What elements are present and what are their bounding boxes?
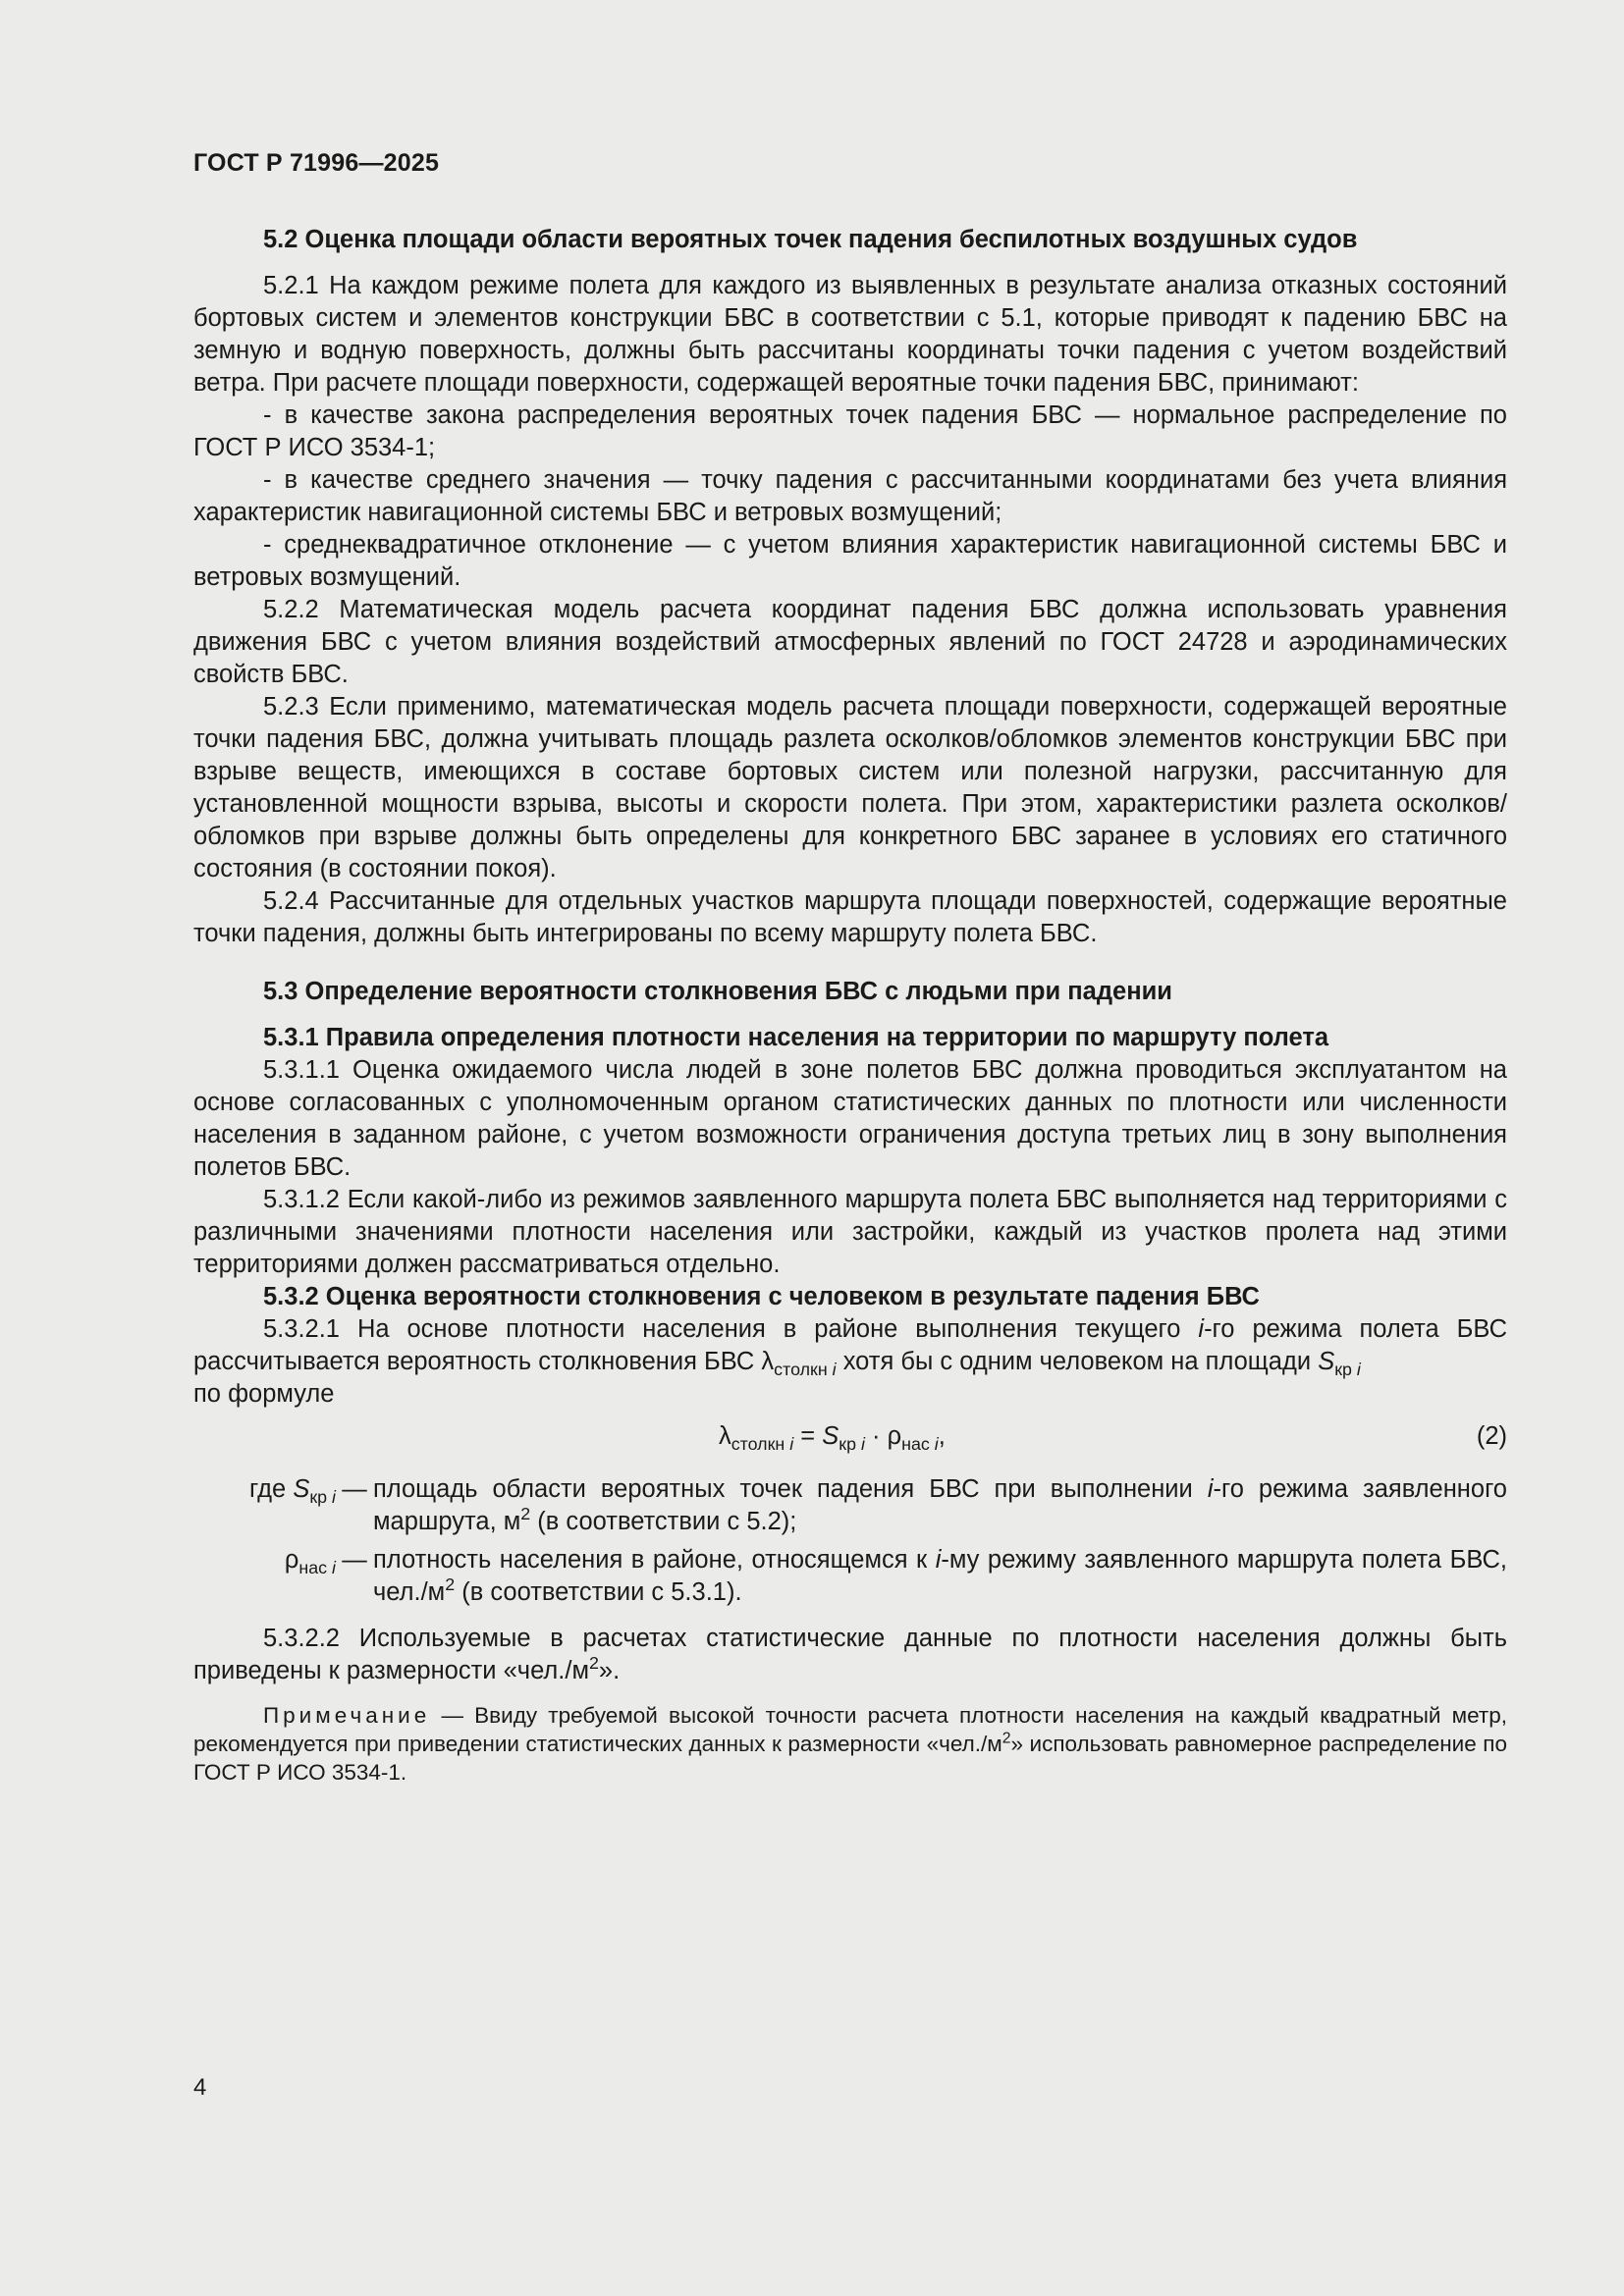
- note: Примечание — Ввиду требуемой высокой точности расчета плотности населения на каждый квадратный метр, рекомендуется при приведении статистических данных к размерности «$чел./м^2$» использовать равномерное распределение по ГОСТ Р ИСО 3534-1.: [193, 1703, 1507, 1785]
- collision-probability-formula: $\lambda_{столкн i} = S_{кр i} \cdot \rho_{нас i}$,: [719, 1422, 946, 1455]
- definition-S: где $S_{кр i}$ — площадь области вероятных точек падения БВС при выполнении i-го режима заявленного маршрута, $м^2$ (в соответствии с 5.2);: [249, 1475, 1507, 1535]
- page-content: [193, 224, 1507, 1787]
- paragraph-5-3-1-2: 5.3.1.2 Если какой-либо из режимов заявленного маршрута полета БВС выполняется над территориями с различными значениями плотности населения или застройки, каждый из участков пролета над этими территориями должен рассматриваться отдельно.: [193, 1186, 1507, 1278]
- paragraph-5-2-1: 5.2.1 На каждом режиме полета для каждого из выявленных в результате анализа отказных состояний бортовых систем и элементов конструкции БВС в соответствии с 5.1, которые приводят к падению БВС на земную и водную поверхность, должны быть рассчитаны координаты точки падения с учетом воздействий ветра. При расчете площади поверхности, содержащей вероятные точки падения БВС, принимают:: [193, 272, 1507, 397]
- note-label: Примечание: [263, 1703, 431, 1728]
- page-number: 4: [193, 2074, 207, 2101]
- section-5-2-heading: 5.2 Оценка площади области вероятных точек падения беспилотных воздушных судов: [263, 226, 1358, 253]
- paragraph-5-2-2: 5.2.2 Математическая модель расчета координат падения БВС должна использовать уравнения движения БВС с учетом влияния воздействий атмосферных явлений по ГОСТ 24728 и аэродинамических свойств БВС.: [193, 596, 1507, 688]
- paragraph-5-3-2-1: 5.3.2.1 На основе плотности населения в районе выполнения текущего i-го режима полета БВС рассчитывается вероятность столкновения БВС $\lambda_{столкн i}$ хотя бы с одним человеком на площади $S_{кр i}$ по формуле: [193, 1315, 1507, 1408]
- paragraph-5-2-3: 5.2.3 Если применимо, математическая модель расчета площади поверхности, содержащей вероятные точки падения БВС, должна учитывать площадь разлета осколков/обломков элементов конструкции БВС при взрыве веществ, имеющихся в составе бортовых систем или полезной нагрузки, рассчитанную для установленной мощности взрыва, высоты и скорости полета. При этом, характеристики разлета осколков/обломков при взрыве должны быть определены для конкретного БВС заранее в условиях его статичного состояния (в состоянии покоя).: [193, 693, 1507, 882]
- paragraph-5-3-2-2: 5.3.2.2 Используемые в расчетах статистические данные по плотности населения должны быть приведены к размерности «$чел./м^2$».: [193, 1625, 1507, 1684]
- paragraph-5-2-4: 5.2.4 Рассчитанные для отдельных участков маршрута площади поверхностей, содержащие вероятные точки падения, должны быть интегрированы по всему маршруту полета БВС.: [193, 887, 1507, 947]
- section-5-3-heading: 5.3 Определение вероятности столкновения БВС с людьми при падении: [263, 978, 1172, 1005]
- section-5-3-1-heading: 5.3.1 Правила определения плотности населения на территории по маршруту полета: [263, 1024, 1329, 1051]
- definition-rho: $\rho_{нас i}$ — плотность населения в районе, относящемся к i-му режиму заявленного маршрута полета БВС, $чел./м^2$ (в соответствии с 5.3.1).: [284, 1546, 1507, 1606]
- list-item: - в качестве среднего значения — точку падения с рассчитанными координатами без учета влияния характеристик навигационной системы БВС и ветровых возмущений;: [193, 466, 1507, 526]
- paragraph-5-3-1-1: 5.3.1.1 Оценка ожидаемого числа людей в зоне полетов БВС должна проводиться эксплуатантом на основе согласованных с уполномоченным органом статистических данных по плотности или численности населения в заданном районе, с учетом возможности ограничения доступа третьих лиц в зону выполнения полетов БВС.: [193, 1056, 1507, 1181]
- equation-number: (2): [1476, 1422, 1507, 1450]
- list-item: - среднеквадратичное отклонение — с учетом влияния характеристик навигационной системы БВС и ветровых возмущений.: [193, 531, 1507, 591]
- list-item: - в качестве закона распределения вероятных точек падения БВС — нормальное распределение по ГОСТ Р ИСО 3534-1;: [193, 401, 1507, 461]
- section-5-3-2-heading: 5.3.2 Оценка вероятности столкновения с человеком в результате падения БВС: [263, 1283, 1260, 1310]
- formula-2: [193, 1420, 1507, 1456]
- standard-designation: ГОСТ Р 71996—2025: [193, 149, 440, 177]
